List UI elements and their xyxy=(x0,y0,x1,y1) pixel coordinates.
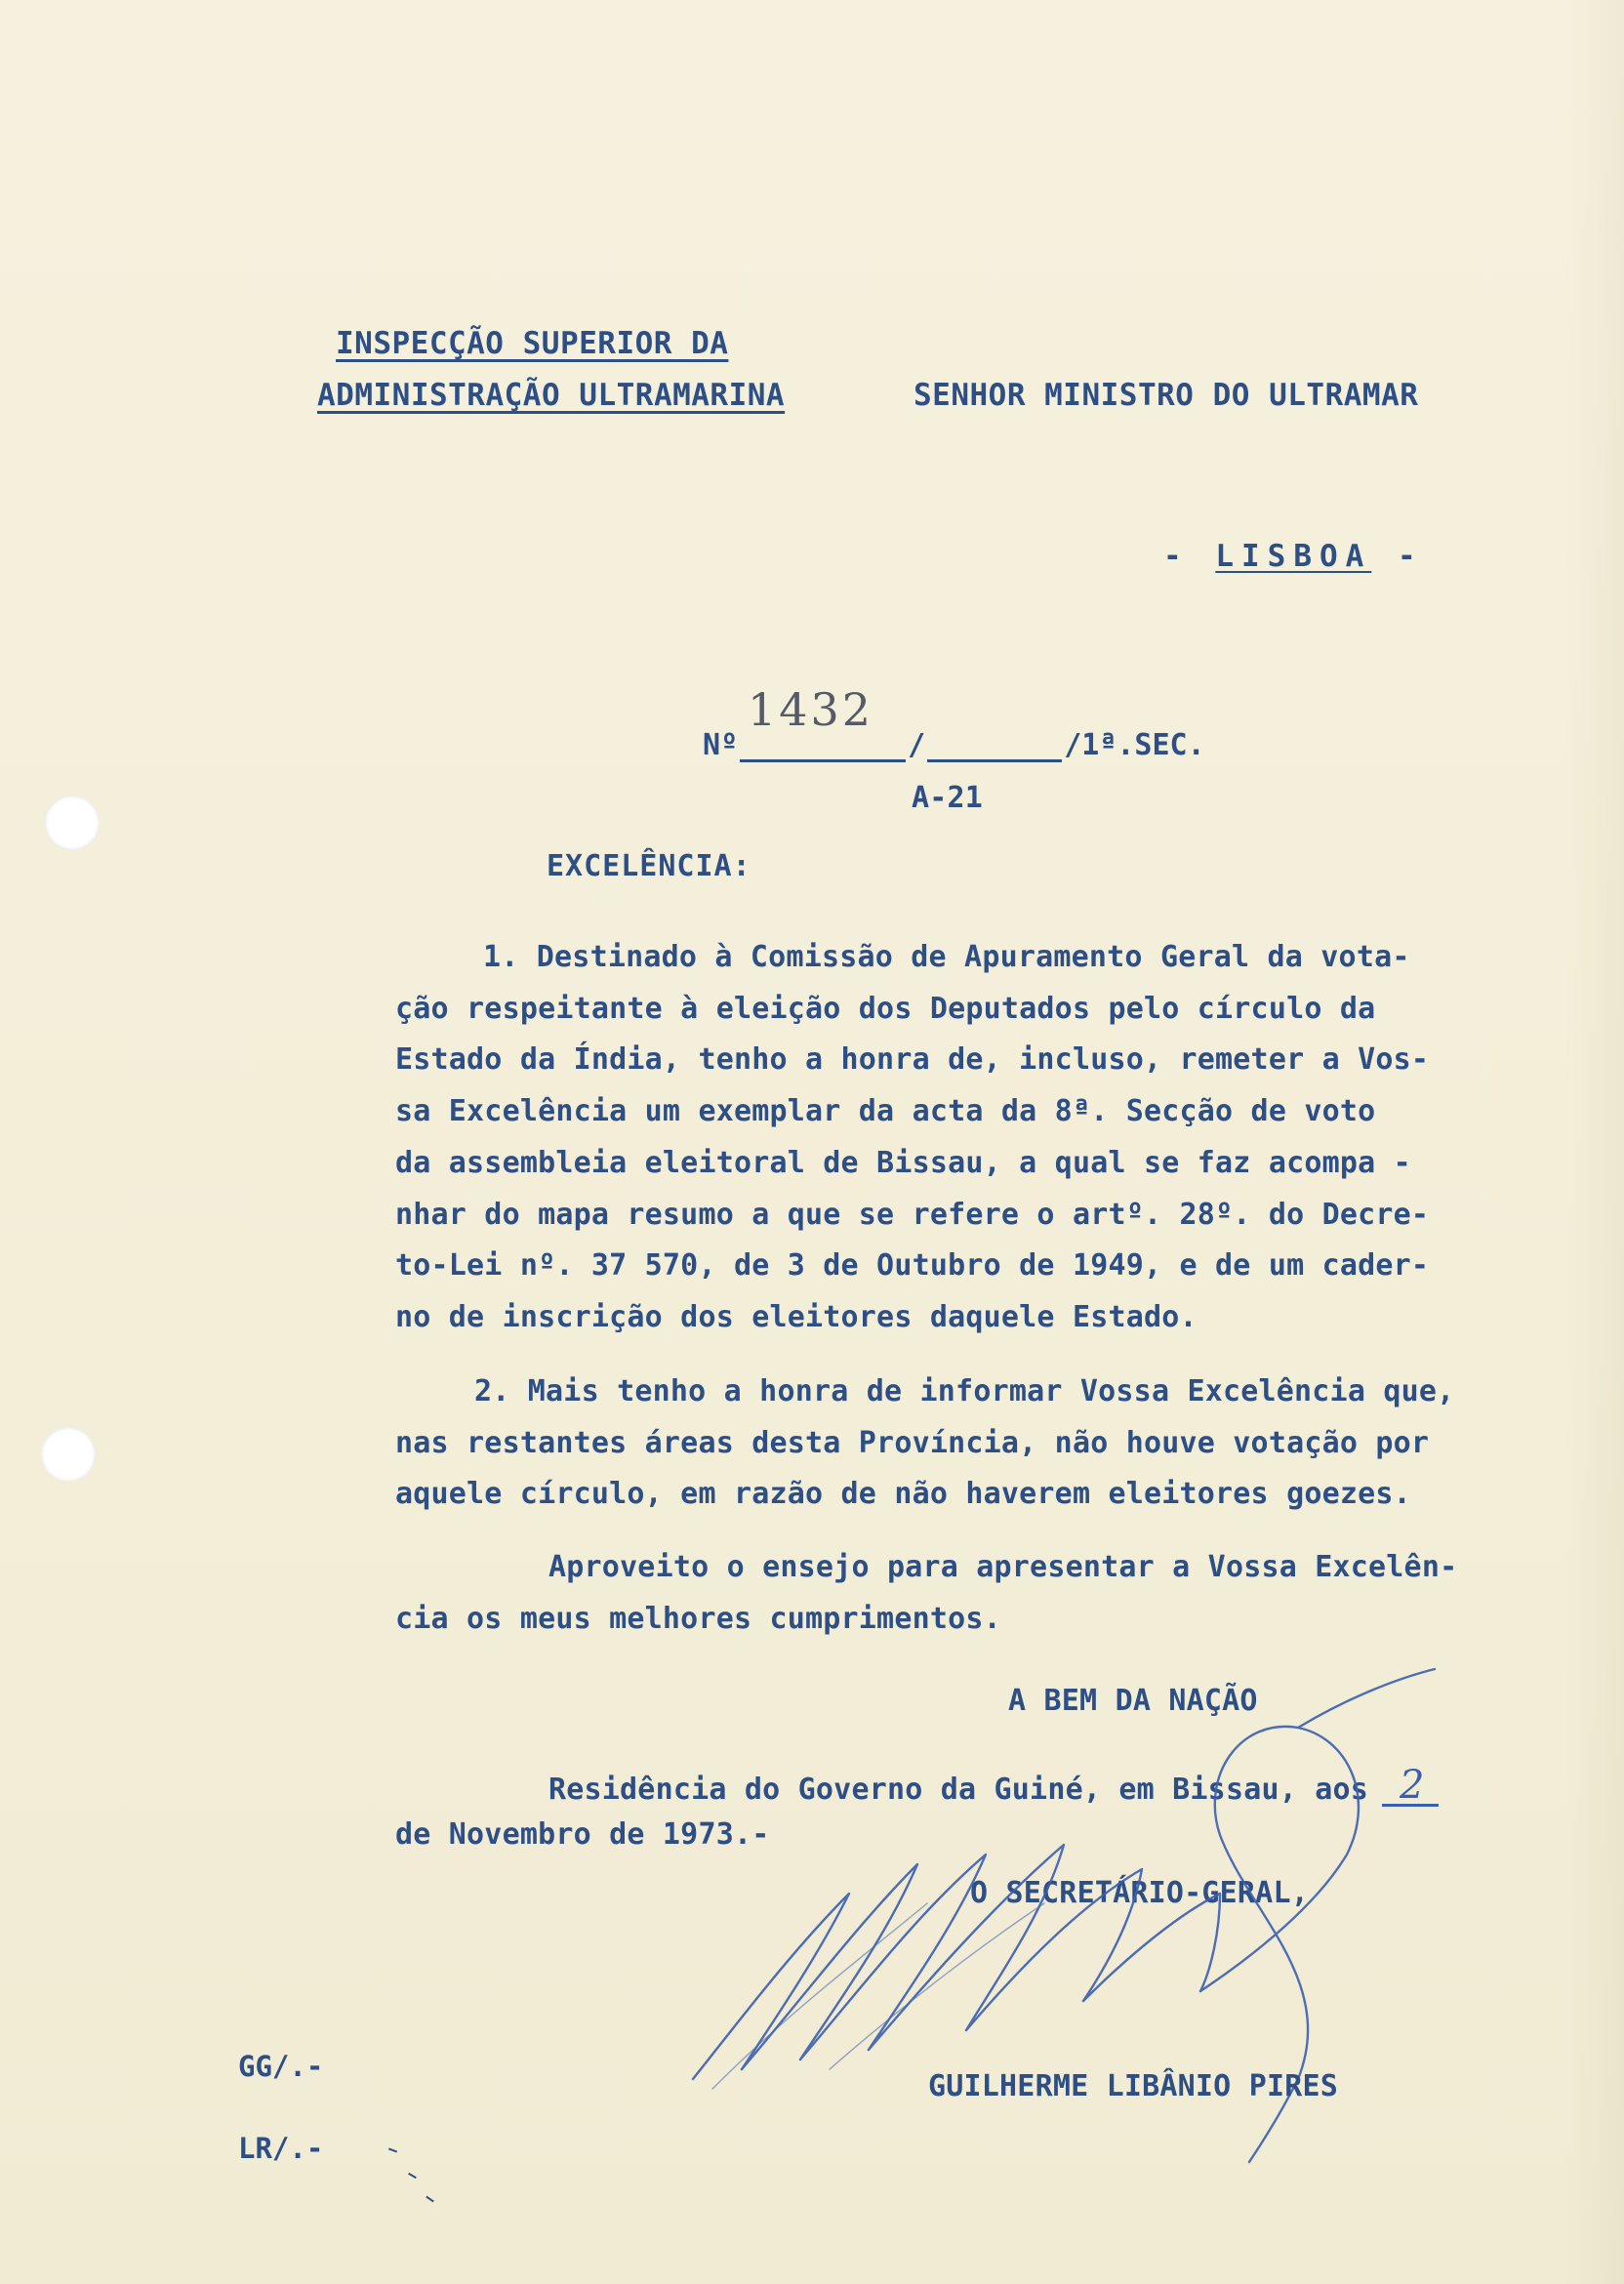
addressee: SENHOR MINISTRO DO ULTRAMAR xyxy=(914,378,1419,413)
reference-separator: / xyxy=(908,728,926,762)
closing-line: cia os meus melhores cumprimentos. xyxy=(395,1602,1001,1636)
place-date-line-2: de Novembro de 1973.- xyxy=(395,1817,770,1852)
reference-blank-2 xyxy=(927,734,1062,762)
stray-mark xyxy=(388,2148,397,2153)
salutation: EXCELÊNCIA: xyxy=(547,849,751,883)
paragraph-1-line: da assembleia eleitoral de Bissau, a qual se faz acompa - xyxy=(395,1146,1411,1180)
reference-line xyxy=(703,728,1205,762)
paragraph-1-line: 1. Destinado à Comissão de Apuramento Geral da vota- xyxy=(483,940,1410,974)
paragraph-1-line: Estado da Índia, tenho a honra de, incluso, remeter a Vos- xyxy=(395,1042,1430,1077)
stray-mark xyxy=(426,2196,434,2203)
city-dash-left: - xyxy=(1163,539,1216,574)
reference-code: A-21 xyxy=(912,781,984,815)
handwritten-day: 2 xyxy=(1382,1767,1439,1807)
issuer-line-1: INSPECÇÃO SUPERIOR DA xyxy=(336,326,729,361)
signatory-name: GUILHERME LIBÂNIO PIRES xyxy=(928,2069,1339,2103)
city-dash-right: - xyxy=(1371,539,1424,574)
paragraph-1-line: ção respeitante à eleição dos Deputados pelo círculo da xyxy=(395,992,1376,1026)
place-date-text: Residência do Governo da Guiné, em Bissau, aos xyxy=(548,1773,1369,1807)
punch-hole-bottom xyxy=(41,1427,96,1482)
punch-hole-top xyxy=(45,795,100,850)
stray-mark xyxy=(408,2173,417,2179)
paragraph-1-line: nhar do mapa resumo a que se refere o artº. 28º. do Decre- xyxy=(395,1198,1430,1232)
reference-prefix: Nº xyxy=(703,728,739,762)
margin-code-lr: LR/.- xyxy=(238,2132,324,2165)
signatory-title: O SECRETÁRIO-GERAL, xyxy=(970,1876,1309,1910)
paragraph-1-line: sa Excelência um exemplar da acta da 8ª. Secção de voto xyxy=(395,1094,1376,1128)
city-name: LISBOA xyxy=(1215,539,1372,574)
paragraph-2-line: nas restantes áreas desta Província, não houve votação por xyxy=(395,1426,1430,1460)
closing-line: Aproveito o ensejo para apresentar a Vossa Excelên- xyxy=(548,1550,1458,1584)
reference-suffix: /1ª.SEC. xyxy=(1064,728,1205,762)
paragraph-1-line: no de inscrição dos eleitores daquele Estado. xyxy=(395,1300,1198,1334)
reference-number-stamp: 1432 xyxy=(748,683,874,736)
margin-code-gg: GG/.- xyxy=(238,2050,324,2083)
issuer-line-2: ADMINISTRAÇÃO ULTRAMARINA xyxy=(317,378,786,413)
addressee-city xyxy=(1163,539,1424,574)
paragraph-2-line: 2. Mais tenho a honra de informar Vossa Excelência que, xyxy=(474,1374,1455,1408)
paragraph-2-line: aquele círculo, em razão de não haverem eleitores goezes. xyxy=(395,1477,1411,1511)
motto: A BEM DA NAÇÃO xyxy=(1008,1684,1258,1718)
reference-blank-1 xyxy=(740,734,906,762)
paragraph-1-line: to-Lei nº. 37 570, de 3 de Outubro de 1949, e de um cader- xyxy=(395,1248,1430,1283)
